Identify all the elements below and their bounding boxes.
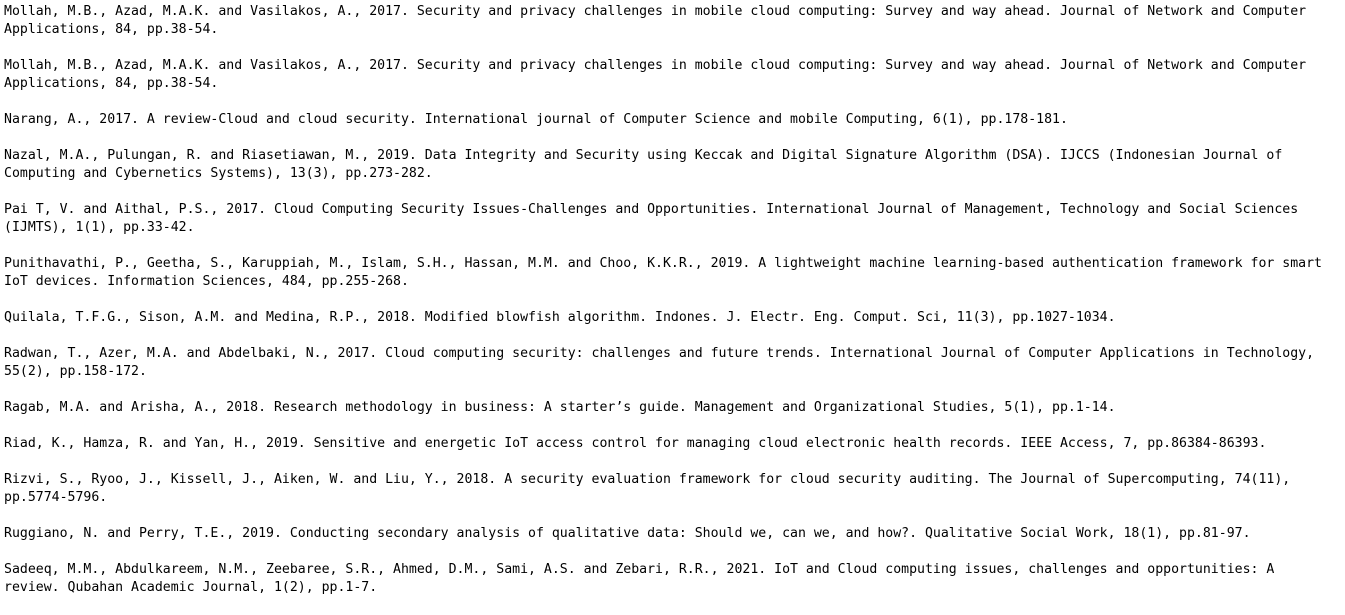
- reference-entry: Sadeeq, M.M., Abdulkareem, N.M., Zeebaree, S.R., Ahmed, D.M., Sami, A.S. and Zebari, R.R., 2021. IoT and Cloud computing issues, challenges and opportunities: A review. Qubahan Academic Journal, 1(2), pp.1-7.: [4, 562, 1275, 595]
- reference-entry: Quilala, T.F.G., Sison, A.M. and Medina, R.P., 2018. Modified blowfish algorithm. Indones. J. Electr. Eng. Comput. Sci, 11(3), pp.1027-1034.: [4, 310, 1116, 325]
- reference-entry: Mollah, M.B., Azad, M.A.K. and Vasilakos, A., 2017. Security and privacy challenges in mobile cloud computing: Survey and way ahead. Journal of Network and Computer Applications, 84, pp.38-54.: [4, 4, 1307, 37]
- reference-entry: Riad, K., Hamza, R. and Yan, H., 2019. Sensitive and energetic IoT access control for managing cloud electronic health records. IEEE Access, 7, pp.86384-86393.: [4, 436, 1267, 451]
- reference-entry: Rizvi, S., Ryoo, J., Kissell, J., Aiken, W. and Liu, Y., 2018. A security evaluation framework for cloud security auditing. The Journal of Supercomputing, 74(11), pp.5774-5796.: [4, 472, 1291, 505]
- reference-entry: Mollah, M.B., Azad, M.A.K. and Vasilakos, A., 2017. Security and privacy challenges in mobile cloud computing: Survey and way ahead. Journal of Network and Computer Applications, 84, pp.38-54.: [4, 58, 1307, 91]
- reference-entry: Narang, A., 2017. A review-Cloud and cloud security. International journal of Computer Science and mobile Computing, 6(1), pp.178-181.: [4, 112, 1068, 127]
- reference-entry: Nazal, M.A., Pulungan, R. and Riasetiawan, M., 2019. Data Integrity and Security using Keccak and Digital Signature Algorithm (DSA). IJCCS (Indonesian Journal of Computing and Cybernetics Systems), 13(3), pp.273-282.: [4, 148, 1283, 181]
- reference-entry: Punithavathi, P., Geetha, S., Karuppiah, M., Islam, S.H., Hassan, M.M. and Choo, K.K.R., 2019. A lightweight machine learning-based authentication framework for smart IoT devices. Information Sciences, 484, pp.255-268.: [4, 256, 1322, 289]
- reference-entry: Ruggiano, N. and Perry, T.E., 2019. Conducting secondary analysis of qualitative data: Should we, can we, and how?. Qualitative Social Work, 18(1), pp.81-97.: [4, 526, 1251, 541]
- reference-list: [4, 3, 1342, 615]
- reference-entry: Ragab, M.A. and Arisha, A., 2018. Research methodology in business: A starter’s guide. Management and Organizational Studies, 5(1), pp.1-14.: [4, 400, 1116, 415]
- reference-entry: Pai T, V. and Aithal, P.S., 2017. Cloud Computing Security Issues-Challenges and Opportunities. International Journal of Management, Technology and Social Sciences (IJMTS), 1(1), pp.33-42.: [4, 202, 1299, 235]
- reference-entry: Radwan, T., Azer, M.A. and Abdelbaki, N., 2017. Cloud computing security: challenges and future trends. International Journal of Computer Applications in Technology, 55(2), pp.158-172.: [4, 346, 1315, 379]
